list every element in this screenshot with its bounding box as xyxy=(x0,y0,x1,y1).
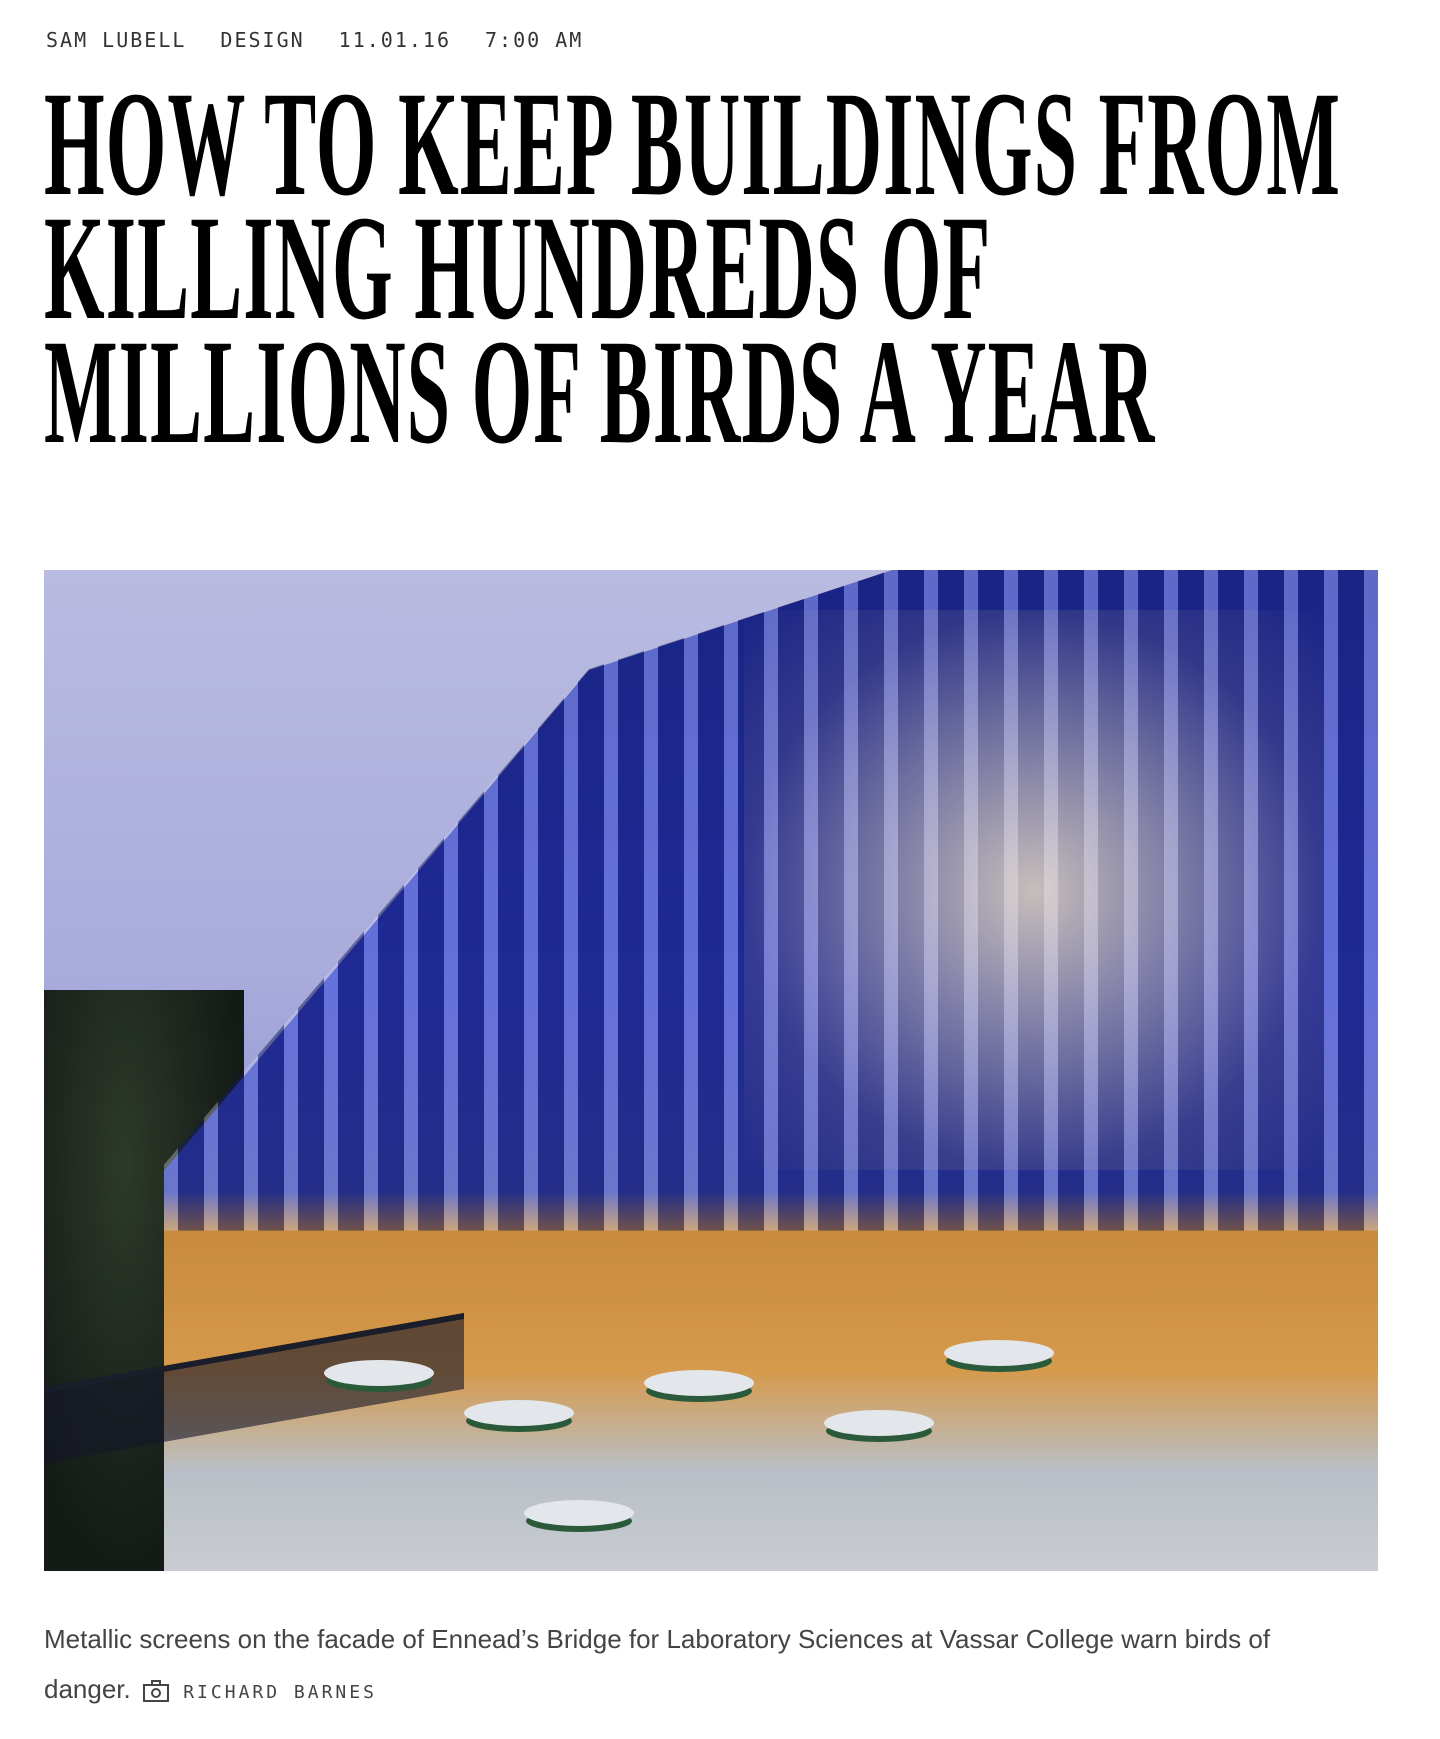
category-link[interactable]: DESIGN xyxy=(220,28,305,52)
photo-table xyxy=(324,1360,434,1386)
photo-table xyxy=(824,1410,934,1436)
photo-table xyxy=(644,1370,754,1396)
photo-table xyxy=(524,1500,634,1526)
photo-table xyxy=(944,1340,1054,1366)
photo-interior-light xyxy=(744,610,1324,1170)
photo-credit: RICHARD BARNES xyxy=(183,1682,377,1703)
article-meta xyxy=(46,28,583,52)
caption-text: Metallic screens on the facade of Ennead’s Bridge for Laboratory Sciences at Vassar College warn birds of danger. xyxy=(44,1624,1271,1704)
camera-icon xyxy=(142,1679,170,1703)
publish-date: 11.01.16 xyxy=(338,28,451,52)
headline-line: HOW TO KEEP BUILDINGS FROM xyxy=(44,61,1341,227)
author-link[interactable]: SAM LUBELL xyxy=(46,28,187,52)
article-headline xyxy=(44,61,1440,475)
hero-photo xyxy=(44,570,1378,1571)
photo-table xyxy=(464,1400,574,1426)
photo-caption xyxy=(44,1614,1324,1718)
headline-line: MILLIONS OF BIRDS A YEAR xyxy=(44,309,1156,475)
publish-time: 7:00 AM xyxy=(485,28,584,52)
headline-line: KILLING HUNDREDS OF xyxy=(44,185,992,351)
